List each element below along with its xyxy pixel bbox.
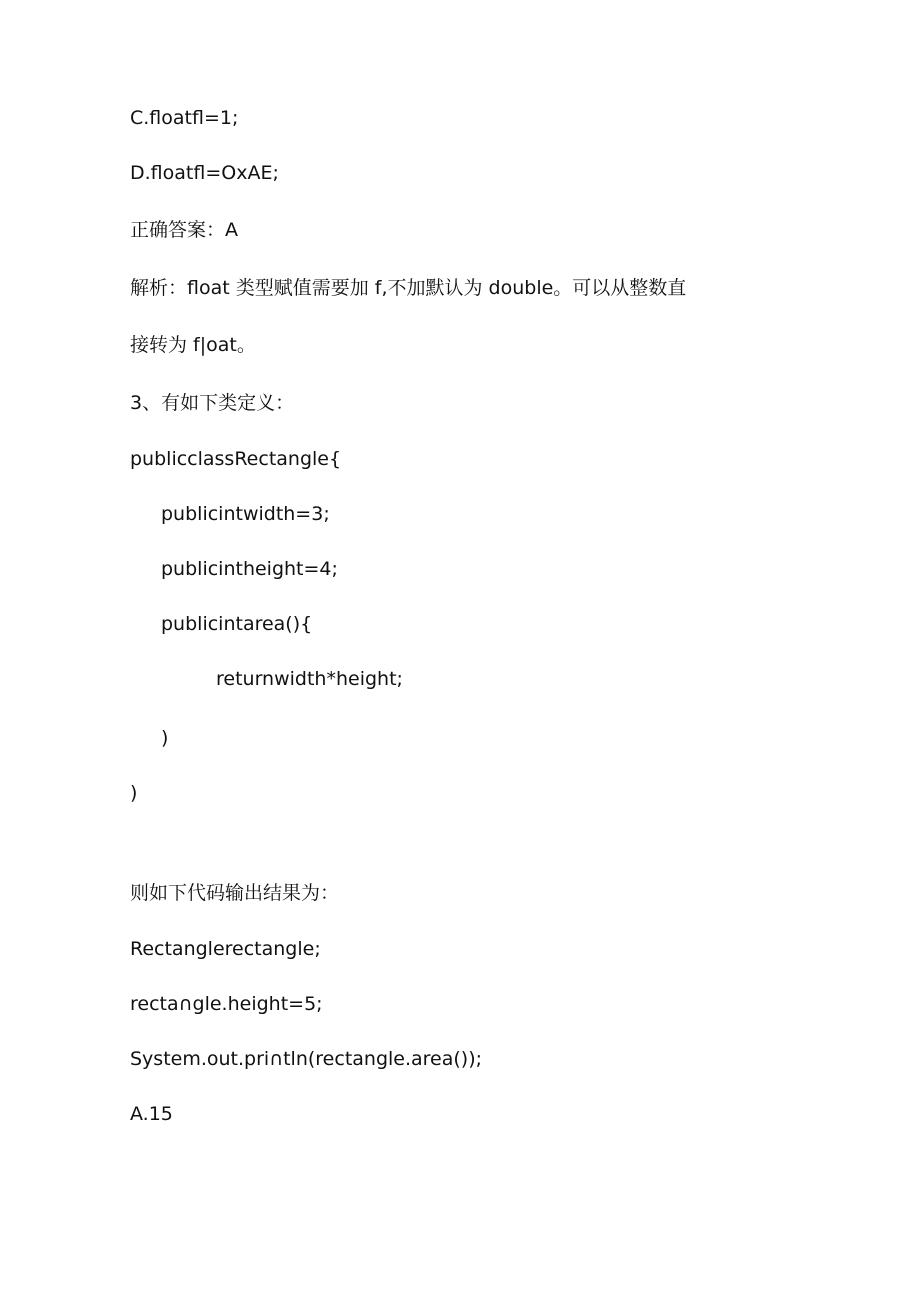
explanation-line-1: 解析：float 类型赋值需要加 f,不加默认为 double。可以从整数直 xyxy=(130,277,687,299)
option-d-line: D.floatfl=OxAE; xyxy=(130,162,279,184)
answer-line: 正确答案：A xyxy=(130,219,238,241)
explanation-line-2: 接转为 f|oat。 xyxy=(130,334,256,356)
output-question-line: 则如下代码输出结果为： xyxy=(130,882,340,904)
code-line-class-decl: publicclassRectangle{ xyxy=(130,448,342,470)
code-line-assign: recta∩gle.height=5; xyxy=(130,993,323,1015)
code-line-class-close: ) xyxy=(130,782,138,804)
code-line-print: System.out.pri∩tln(rectangle.area()); xyxy=(130,1048,483,1070)
option-c-line: C.floatfl=1; xyxy=(130,107,239,129)
code-line-area-method: publicintarea(){ xyxy=(161,613,313,635)
code-line-return: returnwidth*height; xyxy=(216,668,403,690)
code-line-height: publicintheight=4; xyxy=(161,558,338,580)
code-line-width: publicintwidth=3; xyxy=(161,503,330,525)
code-line-declare: Rectanglerectangle; xyxy=(130,938,321,960)
code-line-method-close: ) xyxy=(161,727,169,749)
question-3-heading: 3、有如下类定义： xyxy=(130,392,295,414)
option-a-line: A.15 xyxy=(130,1103,173,1125)
